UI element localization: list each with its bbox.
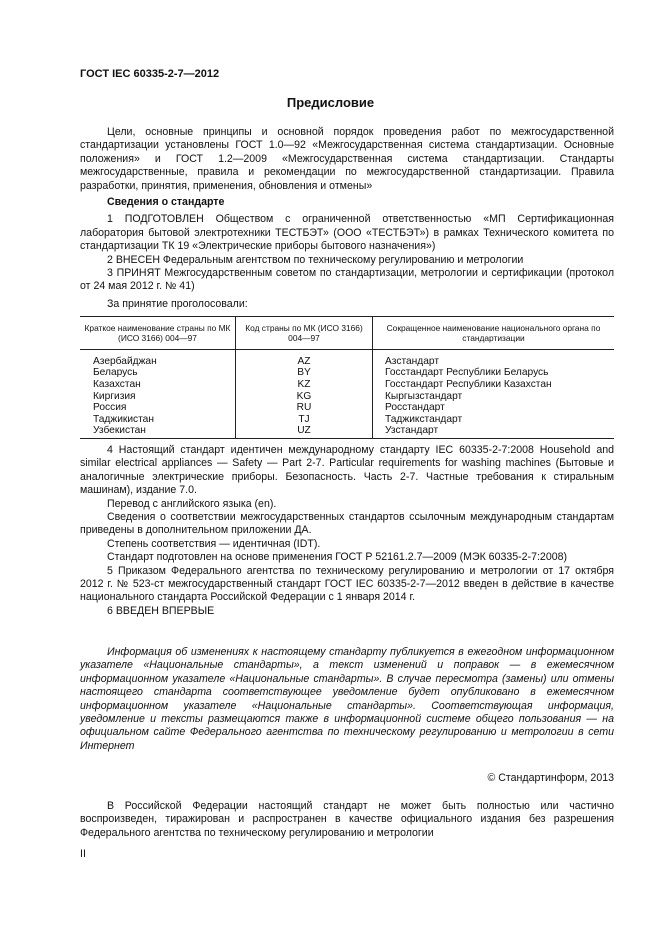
item-1: 1 ПОДГОТОВЛЕН Обществом с ограниченной ответственностью «МП Сертификационная лаборатория бытовой электротехники ТЕСТБЭТ» (ООО «ТЕСТБЭТ») в рамках Технического комитета по стандартизации ТК 19 «Электрические приборы бытового назначения») bbox=[80, 213, 614, 253]
table-row bbox=[80, 425, 614, 438]
cell-country: Азербайджан bbox=[93, 355, 157, 367]
item-4: 4 Настоящий стандарт идентичен международному стандарту IEC 60335-2-7:2008 Household and similar electrical appliances — Safety — Part 2-7. Particular requirements for washing machines (Бытовые и аналогичные электрические приборы. Безопасность. Часть 2-7. Частные требования к стиральным машинам), издание 7.0. bbox=[80, 444, 614, 497]
basis-note: Стандарт подготовлен на основе применения ГОСТ Р 52161.2.7—2009 (МЭК 60335-2-7:2008) bbox=[107, 551, 568, 564]
table-row bbox=[80, 391, 614, 403]
references-note: Сведения о соответствии межгосударственных стандартов ссылочным международным стандартам приведены в дополнительном приложении ДА. bbox=[80, 511, 614, 537]
cell-code: KG bbox=[236, 391, 373, 403]
item-3: 3 ПРИНЯТ Межгосударственным советом по стандартизации, метрологии и сертификации (протокол от 24 мая 2012 г. № 41) bbox=[80, 267, 614, 293]
item-5: 5 Приказом Федерального агентства по техническому регулированию и метрологии от 17 октября 2012 г. № 523-ст межгосударственный стандарт ГОСТ IEC 60335-2-7—2012 введен в действие в качестве национального стандарта Российской Федерации с 1 января 2014 г. bbox=[80, 564, 614, 604]
page-number: II bbox=[80, 848, 86, 860]
cell-body: Госстандарт Республики Казахстан bbox=[373, 379, 615, 391]
intro-section bbox=[80, 126, 614, 193]
vote-label: За принятие проголосовали: bbox=[107, 297, 248, 310]
cell-code: AZ bbox=[236, 349, 373, 367]
standard-info-section-cont bbox=[80, 444, 614, 618]
cell-country: Узбекистан bbox=[80, 425, 236, 438]
cell-country: Киргизия bbox=[93, 390, 136, 402]
rights-section bbox=[80, 800, 614, 840]
cell-code: TJ bbox=[236, 414, 373, 426]
standard-info-section bbox=[80, 196, 614, 311]
cell-code: UZ bbox=[236, 425, 373, 438]
member-states-table bbox=[80, 316, 614, 439]
cell-body: Росстандарт bbox=[373, 402, 615, 414]
change-notice: Информация об изменениях к настоящему стандарту публикуется в ежегодном информационном указателе «Национальные стандарты», а текст изменений и поправок — в ежемесячном информационном указателе «Национальные стандарты». В случае пересмотра (замены) или отмены настоящего стандарта соответствующее уведомление будет опубликовано в ежемесячном информационном указателе «Национальные стандарты». Соответствующая информация, уведомление и тексты размещаются также в информационной системе общего пользования — на официальном сайте Федерального агентства по техническому регулированию и метрологии в сети Интернет bbox=[80, 646, 614, 752]
cell-country: Россия bbox=[93, 402, 127, 414]
degree-note: Степень соответствия — идентичная (IDT). bbox=[107, 537, 321, 550]
cell-country: Беларусь bbox=[93, 367, 138, 379]
cell-body: Азстандарт bbox=[373, 349, 615, 367]
table-row bbox=[80, 414, 614, 426]
table-row bbox=[80, 367, 614, 379]
header-body: Сокращенное наименование национального органа по стандартизации bbox=[373, 317, 615, 350]
translation-note: Перевод с английского языка (en). bbox=[107, 497, 277, 510]
item-6: 6 ВВЕДЕН ВПЕРВЫЕ bbox=[107, 604, 215, 617]
copyright: © Стандартинформ, 2013 bbox=[487, 772, 614, 784]
rights-notice: В Российской Федерации настоящий стандарт не может быть полностью или частично воспроизведен, тиражирован и распространен в качестве официального издания без разрешения Федерального агентства по техническому регулированию и метрологии bbox=[80, 800, 614, 839]
cell-code: BY bbox=[236, 367, 373, 379]
cell-country: Таджикистан bbox=[93, 413, 154, 425]
table-row bbox=[80, 379, 614, 391]
cell-code: RU bbox=[236, 402, 373, 414]
header-country: Краткое наименование страны по МК (ИСО 3166) 004—97 bbox=[80, 317, 236, 350]
cell-country: Казахстан bbox=[93, 379, 141, 390]
cell-body: Госстандарт Республики Беларусь bbox=[373, 367, 615, 379]
document-header: ГОСТ IEC 60335-2-7—2012 bbox=[80, 68, 220, 80]
cell-code: KZ bbox=[236, 379, 373, 391]
change-notice-section bbox=[80, 646, 614, 753]
table-header-row bbox=[80, 317, 614, 350]
page-title: Предисловие bbox=[286, 95, 375, 110]
item-2: 2 ВНЕСЕН Федеральным агентством по техническому регулированию и метрологии bbox=[107, 253, 524, 266]
table-row bbox=[80, 402, 614, 414]
cell-body: Таджикстандарт bbox=[373, 414, 615, 426]
table-row bbox=[80, 349, 614, 367]
cell-body: Кыргызстандарт bbox=[373, 391, 615, 403]
section-title: Сведения о стандарте bbox=[107, 196, 225, 208]
intro-paragraph: Цели, основные принципы и основной порядок проведения работ по межгосударственной стандартизации установлены ГОСТ 1.0—92 «Межгосударственная система стандартизации. Основные положения» и ГОСТ 1.2—2009 «Межгосударственная система стандартизации. Стандарты межгосударственные, правила и рекомендации по межгосударственной стандартизации. Правила разработки, принятия, применения, обновления и отмены» bbox=[80, 126, 614, 192]
header-code: Код страны по МК (ИСО 3166) 004—97 bbox=[236, 317, 373, 350]
cell-body: Узстандарт bbox=[373, 425, 615, 438]
